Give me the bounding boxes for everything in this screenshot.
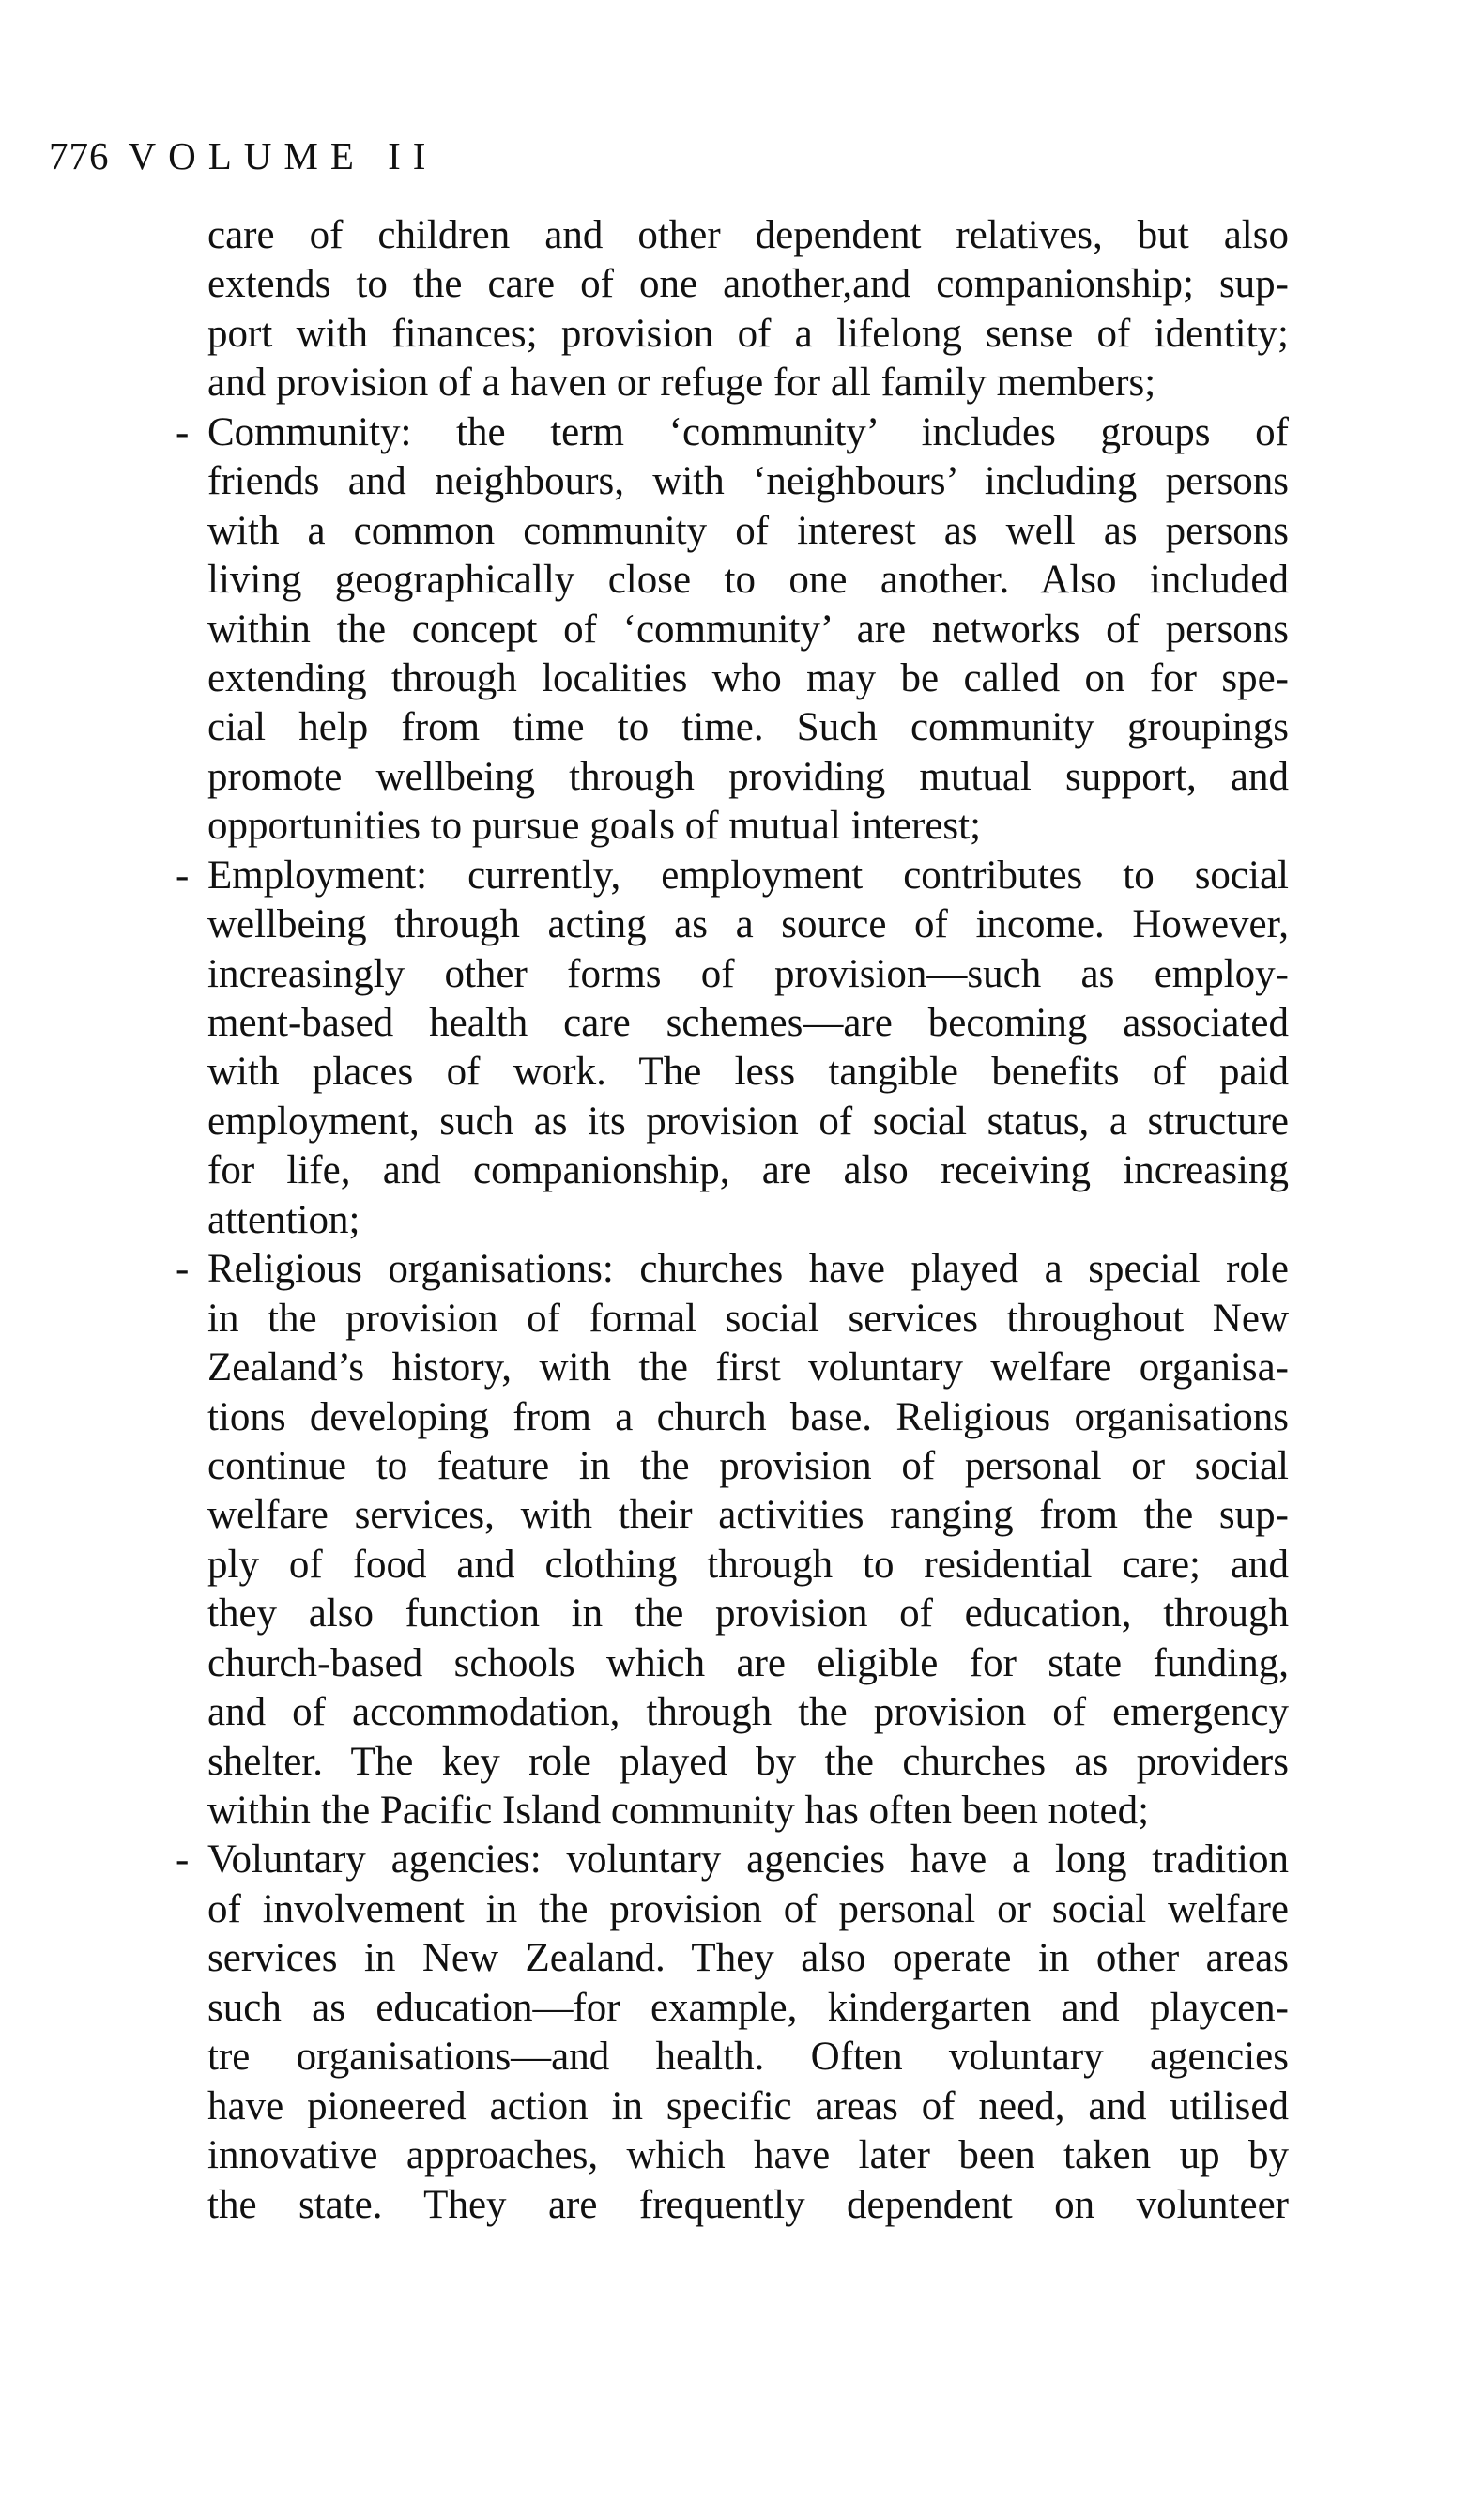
text-line [176,1245,1289,1294]
line-text: promote wellbeing through providing mutual support, and [207,754,1289,799]
line-text: Voluntary agencies: voluntary agencies have a long tradition [207,1837,1289,1883]
line-text: with a common community of interest as well as persons [207,508,1289,553]
text-line [207,1098,1289,1146]
text-line [207,802,1289,851]
text-line [207,457,1289,506]
text-line [207,1541,1289,1590]
text-line [207,950,1289,999]
text-line [207,1885,1289,1934]
line-text: in the provision of formal social services throughout New [207,1296,1289,1341]
text-line [207,2181,1289,2230]
text-line [176,1836,1289,1884]
line-text: extending through localities who may be called on for spe- [207,655,1289,700]
line-text: ment-based health care schemes—are becoming associated [207,1001,1289,1045]
text-line [207,1393,1289,1442]
line-text: tions developing from a church base. Religious organisations [207,1394,1289,1439]
line-text: increasingly other forms of provision—such as employ- [207,951,1289,996]
line-text: friends and neighbours, with ‘neighbours’ including persons [207,459,1289,504]
text-line [207,2033,1289,2082]
line-text: church-based schools which are eligible for state funding, [207,1640,1289,1685]
line-text: employment, such as its provision of social status, a structure [207,1099,1289,1144]
text-line [207,2082,1289,2131]
line-text: living geographically close to one another. Also included [207,558,1289,603]
line-text: opportunities to pursue goals of mutual interest; [207,804,982,849]
line-text: have pioneered action in specific areas of need, and utilised [207,2083,1289,2128]
body-text [176,211,1289,2230]
line-text: for life, and companionship, are also receiving increasing [207,1148,1289,1193]
text-line [207,900,1289,949]
line-text: such as education—for example, kindergarten and playcen- [207,1985,1289,2030]
volume-title: VOLUME II [128,134,438,177]
text-line [207,1344,1289,1392]
line-text: with places of work. The less tangible benefits of paid [207,1050,1289,1095]
list-dash: - [176,409,190,454]
text-line [207,1984,1289,2033]
line-text: innovative approaches, which have later been taken up by [207,2133,1289,2178]
text-line [207,1048,1289,1097]
line-text: Religious organisations: churches have played a special role [207,1247,1289,1292]
line-text: they also function in the provision of education, through [207,1591,1289,1637]
text-line [207,999,1289,1048]
text-line [207,654,1289,703]
line-text: Employment: currently, employment contributes to social [207,853,1289,898]
line-text: care of children and other dependent relatives, but also [207,213,1289,257]
text-line [207,556,1289,605]
text-line [207,1738,1289,1787]
text-line [207,260,1289,309]
line-text: extends to the care of one another,and companionship; sup- [207,262,1289,307]
line-text: tre organisations—and health. Often voluntary agencies [207,2035,1289,2080]
line-text: the state. They are frequently dependent on volunteer [207,2182,1289,2227]
text-line [207,1295,1289,1344]
text-line [207,606,1289,654]
line-text: shelter. The key role played by the churches as providers [207,1739,1289,1784]
line-text: port with finances; provision of a lifelong sense of identity; [207,311,1289,356]
text-line [207,310,1289,359]
line-text: of involvement in the provision of personal or social welfare [207,1886,1289,1931]
line-text: and provision of a haven or refuge for all family members; [207,361,1156,406]
line-text: and of accommodation, through the provision of emergency [207,1690,1289,1735]
list-dash: - [176,853,190,898]
text-line [207,703,1289,752]
text-line [207,507,1289,556]
text-line [207,1639,1289,1688]
text-line [176,408,1289,457]
line-text: Community: the term ‘community’ includes groups of [207,409,1289,454]
text-line [207,753,1289,802]
text-line [207,359,1289,407]
text-line [176,852,1289,900]
line-text: ply of food and clothing through to residential care; and [207,1542,1289,1587]
line-text: continue to feature in the provision of personal or social [207,1443,1289,1488]
running-head [49,131,437,180]
line-text: within the Pacific Island community has often been noted; [207,1789,1150,1833]
text-line [207,1442,1289,1491]
line-text: Zealand’s history, with the first voluntary welfare organisa- [207,1345,1289,1391]
line-text: attention; [207,1197,360,1242]
line-text: within the concept of ‘community’ are networks of persons [207,607,1289,652]
line-text: wellbeing through acting as a source of income. However, [207,902,1289,947]
list-dash: - [176,1837,190,1883]
line-text: cial help from time to time. Such community groupings [207,705,1289,750]
text-line [207,1688,1289,1737]
line-text: services in New Zealand. They also operate in other areas [207,1936,1289,1981]
list-dash: - [176,1247,190,1292]
text-line [207,1146,1289,1195]
text-line [207,1787,1289,1836]
text-line [207,1491,1289,1540]
text-line [207,211,1289,260]
text-line [207,2131,1289,2180]
text-line [207,1196,1289,1245]
line-text: welfare services, with their activities ranging from the sup- [207,1493,1289,1538]
page-number: 776 [49,134,110,177]
text-line [207,1590,1289,1638]
text-line [207,1934,1289,1983]
